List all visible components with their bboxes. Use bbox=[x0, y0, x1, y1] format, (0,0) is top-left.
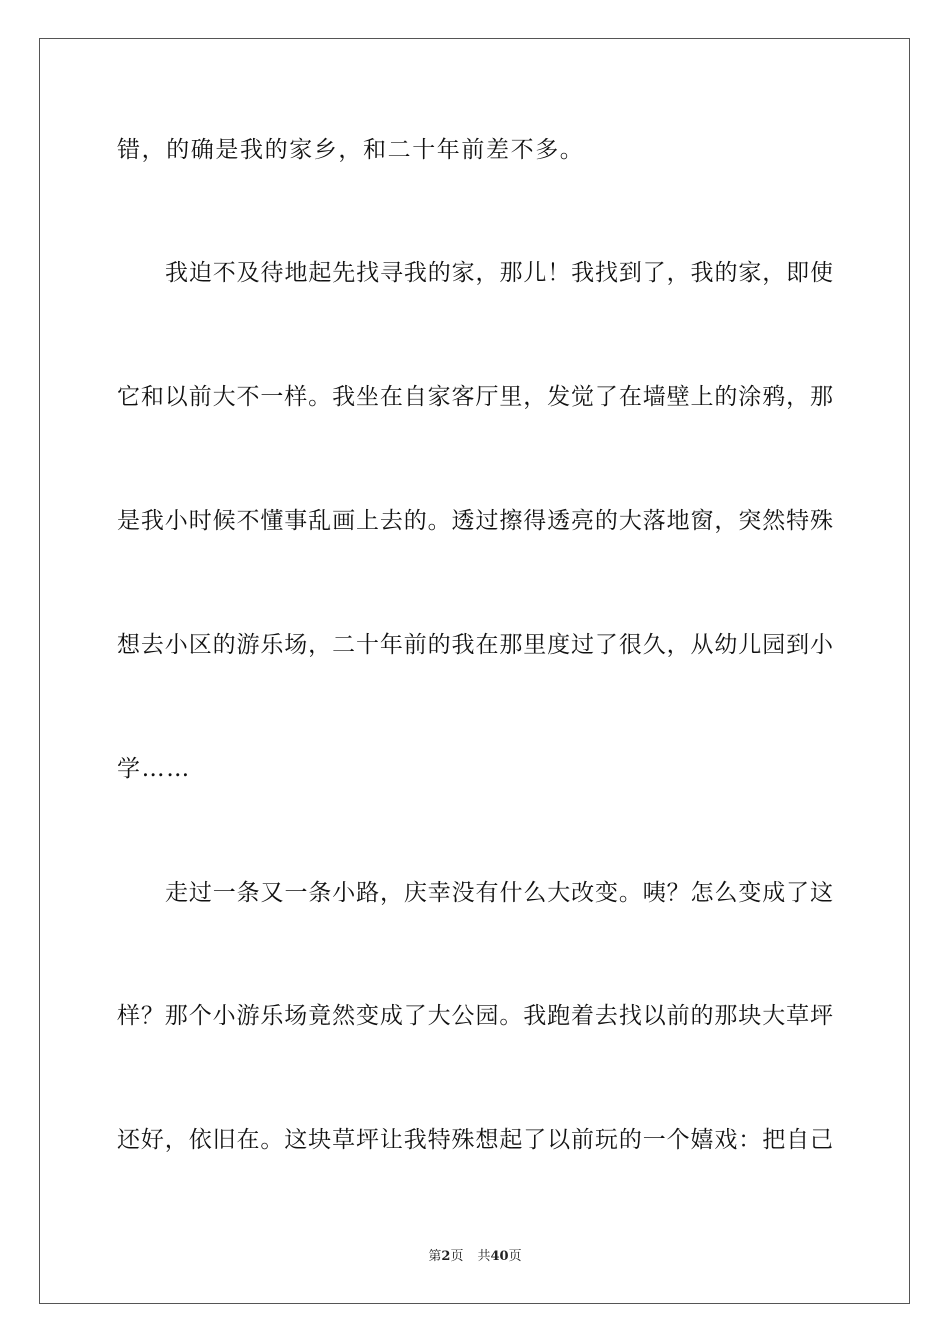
total-suffix: 页 bbox=[508, 1249, 522, 1264]
page-number: 2 bbox=[441, 1249, 451, 1264]
page-frame bbox=[39, 38, 910, 1304]
paragraph-line: 想去小区的游乐场，二十年前的我在那里度过了很久，从幼儿园到小 bbox=[117, 632, 833, 658]
total-prefix: 共 bbox=[477, 1249, 491, 1264]
paragraph-line: 样？那个小游乐场竟然变成了大公园。我跑着去找以前的那块大草坪 bbox=[117, 1003, 833, 1029]
page-footer bbox=[0, 1248, 950, 1266]
paragraph-line: 错，的确是我的家乡，和二十年前差不多。 bbox=[117, 137, 585, 163]
paragraph-line: 学…… bbox=[117, 756, 191, 782]
total-pages: 40 bbox=[490, 1249, 509, 1264]
paragraph-line: 它和以前大不一样。我坐在自家客厅里，发觉了在墙壁上的涂鸦，那 bbox=[117, 384, 833, 410]
paragraph-line: 还好，依旧在。这块草坪让我特殊想起了以前玩的一个嬉戏：把自己 bbox=[117, 1127, 833, 1153]
paragraph-line: 走过一条又一条小路，庆幸没有什么大改变。咦？怎么变成了这 bbox=[165, 880, 833, 906]
page-prefix: 第 bbox=[428, 1249, 442, 1264]
paragraph-line: 是我小时候不懂事乱画上去的。透过擦得透亮的大落地窗，突然特殊 bbox=[117, 508, 833, 534]
page-suffix: 页 bbox=[450, 1249, 464, 1264]
paragraph-line: 我迫不及待地起先找寻我的家，那儿！我找到了，我的家，即使 bbox=[165, 260, 833, 286]
